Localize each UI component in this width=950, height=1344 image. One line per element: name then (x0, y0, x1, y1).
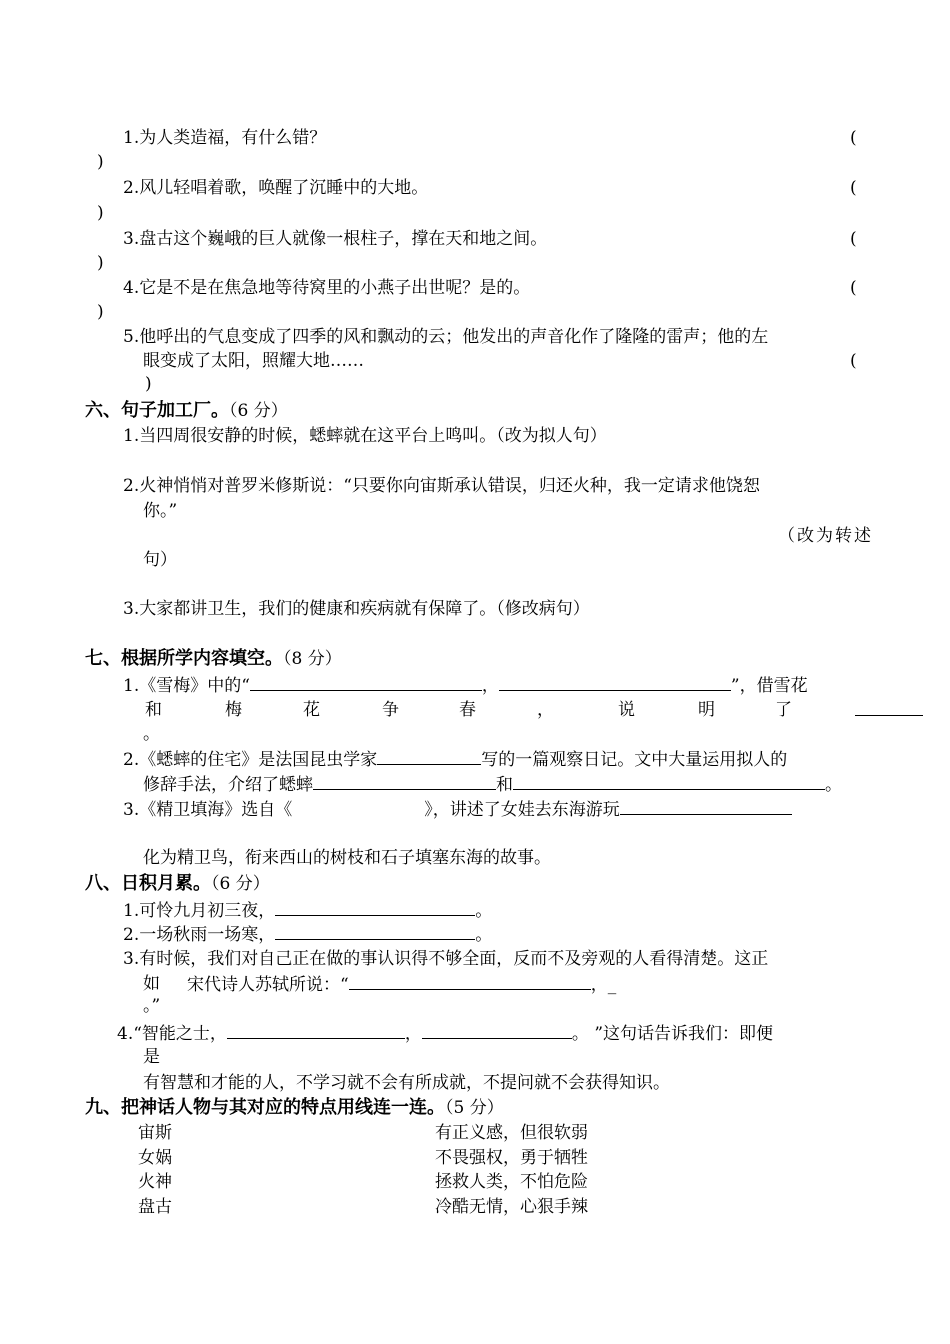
s7-q3-line1 (123, 798, 792, 821)
s7-q1-blank3[interactable] (855, 699, 923, 722)
s7-q3-line2: 化为精卫鸟，衔来西山的树枝和石子填塞东海的故事。 (143, 848, 551, 868)
s9-right-2[interactable]: 拯救人类，不怕危险 (435, 1172, 588, 1192)
s6-q2-note1: （改为转述 (778, 526, 873, 546)
section6-title: 六、句子加工厂。 (85, 400, 229, 421)
s7-q1-char-1: 梅 (225, 700, 242, 720)
s8-q4-comma: ， (404, 1024, 422, 1044)
s8-q4-line2: 有智慧和才能的人，不学习就不会有所成就，不提问就不会获得知识。 (143, 1073, 670, 1093)
s7-q1-b: ”，借雪花 (730, 676, 808, 696)
s7-q1-char-2: 花 (303, 700, 320, 720)
section7-score: （8 分） (283, 649, 342, 669)
s7-q2-a: 2.《蟋蟀的住宅》是法国昆虫学家 (123, 750, 378, 770)
s7-q1-char-3: 争 (382, 700, 399, 720)
s7-q1-a: 1.《雪梅》中的“ (123, 676, 250, 696)
s6-q3: 3.大家都讲卫生，我们的健康和疾病就有保障了。（修改病句） (123, 599, 590, 619)
s6-q2-line1: 2.火神悄悄对普罗米修斯说：“只要你向宙斯承认错误，归还火种，我一定请求他饶恕 (123, 476, 760, 496)
s7-q1-char-7: 明 (698, 700, 715, 720)
section6-score: （6 分） (229, 401, 288, 421)
s5-paren-close-5: ) (145, 374, 152, 394)
s8-q3-blank[interactable] (349, 973, 591, 990)
section6-heading (85, 400, 288, 422)
s7-q3-blank2[interactable] (620, 798, 792, 815)
s6-q2-note2: 句） (143, 550, 177, 570)
s8-q4-a: 4.“智能之士， (117, 1024, 227, 1044)
s6-q1: 1.当四周很安静的时候，蟋蟀就在这平台上鸣叫。（改为拟人句） (123, 426, 607, 446)
s7-q1-char-0: 和 (145, 700, 162, 720)
s7-q1-line1 (123, 674, 808, 697)
s8-q2-period: 。 (475, 925, 493, 945)
s5-paren-open-5: ( (850, 351, 857, 371)
s5-paren-open-1: ( (850, 128, 857, 148)
s8-q3-line1: 3.有时候，我们对自己正在做的事认识得不够全面，反而不及旁观的人看得清楚。这正 (123, 949, 769, 969)
section9-score: （5 分） (445, 1098, 504, 1118)
s7-q1-end: 。 (143, 724, 160, 744)
s9-right-0[interactable]: 有正义感，但很软弱 (435, 1123, 588, 1143)
s8-q3-line2 (187, 973, 616, 996)
section7-title: 七、根据所学内容填空。 (85, 648, 283, 669)
s5-paren-close-2: ) (97, 203, 104, 223)
s8-q3-ru: 如 (143, 974, 160, 994)
s9-left-2[interactable]: 火神 (138, 1172, 172, 1192)
s5-item-2: 2.风儿轻唱着歌，唤醒了沉睡中的大地。 (123, 178, 429, 198)
s7-q2-d: 和 (496, 775, 513, 795)
s5-paren-close-1: ) (97, 152, 104, 172)
s8-q1-blank[interactable] (275, 899, 475, 916)
s5-paren-close-4: ) (97, 302, 104, 322)
s7-q3-a: 3.《精卫填海》选自《 (123, 800, 293, 820)
s8-q1 (123, 899, 492, 922)
s8-q2-blank[interactable] (275, 923, 475, 940)
s7-q2-blank1[interactable] (377, 748, 481, 765)
s5-paren-open-4: ( (850, 278, 857, 298)
s8-q2 (123, 923, 492, 946)
s5-item-3: 3.盘古这个巍峨的巨人就像一根柱子，撑在天和地之间。 (123, 229, 548, 249)
section8-title: 八、日积月累。 (85, 873, 211, 894)
s7-q1-comma: ， (481, 676, 499, 696)
s9-left-1[interactable]: 女娲 (138, 1148, 172, 1168)
s9-right-1[interactable]: 不畏强权，勇于牺牲 (435, 1148, 588, 1168)
s7-q1-char-8: 了 (775, 700, 792, 720)
s6-q2-line2: 你。” (143, 501, 178, 521)
s5-paren-close-3: ) (97, 253, 104, 273)
s7-q1-char-6: 说 (618, 700, 635, 720)
section9-title: 九、把神话人物与其对应的特点用线连一连。 (85, 1097, 445, 1118)
s8-q4-shi: 是 (143, 1047, 160, 1067)
s8-q3-end: 。” (143, 996, 161, 1016)
s8-q3-comma: ，_ (590, 975, 617, 995)
s8-q1-period: 。 (475, 901, 493, 921)
s8-q4-blank1[interactable] (227, 1022, 405, 1039)
s8-q1-text: 1.可怜九月初三夜， (123, 901, 276, 921)
section8-heading (85, 873, 270, 895)
section8-score: （6 分） (211, 874, 270, 894)
s7-q2-c: 修辞手法，介绍了蟋蟀 (143, 775, 313, 795)
s7-q2-line2 (143, 773, 842, 796)
s7-q2-blank2[interactable] (313, 773, 496, 790)
s7-q3-b: 》，讲述了女娃去东海游玩 (424, 800, 620, 820)
section7-heading (85, 648, 342, 670)
s7-q2-b: 写的一篇观察日记。文中大量运用拟人的 (481, 750, 788, 770)
s8-q3-text: 宋代诗人苏轼所说：“ (187, 975, 349, 995)
s7-q1-char-5: ， (537, 700, 554, 720)
s8-q4-blank2[interactable] (422, 1022, 572, 1039)
s7-q1-blank2[interactable] (499, 674, 731, 691)
s5-item-5: 5.他呼出的气息变成了四季的风和飘动的云；他发出的声音化作了隆隆的雷声；他的左 (123, 327, 769, 347)
s8-q4-line1 (117, 1022, 773, 1045)
s9-right-3[interactable]: 冷酷无情，心狠手辣 (435, 1197, 588, 1217)
s7-q2-e: 。 (825, 775, 842, 795)
s7-q2-blank3[interactable] (513, 773, 825, 790)
s5-item-1: 1.为人类造福，有什么错？ (123, 128, 327, 148)
s5-paren-open-3: ( (850, 229, 857, 249)
s5-item-4: 4.它是不是在焦急地等待窝里的小燕子出世呢？是的。 (123, 278, 531, 298)
s8-q2-text: 2.一场秋雨一场寒， (123, 925, 276, 945)
s9-left-3[interactable]: 盘古 (138, 1197, 172, 1217)
s8-q4-b: 。 ”这句话告诉我们：即便 (571, 1024, 774, 1044)
s7-q1-blank1[interactable] (250, 674, 482, 691)
s5-item-5-line2: 眼变成了太阳，照耀大地…… (143, 351, 364, 371)
s7-q2-line1 (123, 748, 787, 771)
s5-paren-open-2: ( (850, 178, 857, 198)
s9-left-0[interactable]: 宙斯 (138, 1123, 172, 1143)
section9-heading (85, 1097, 504, 1119)
s7-q1-char-4: 春 (459, 700, 476, 720)
